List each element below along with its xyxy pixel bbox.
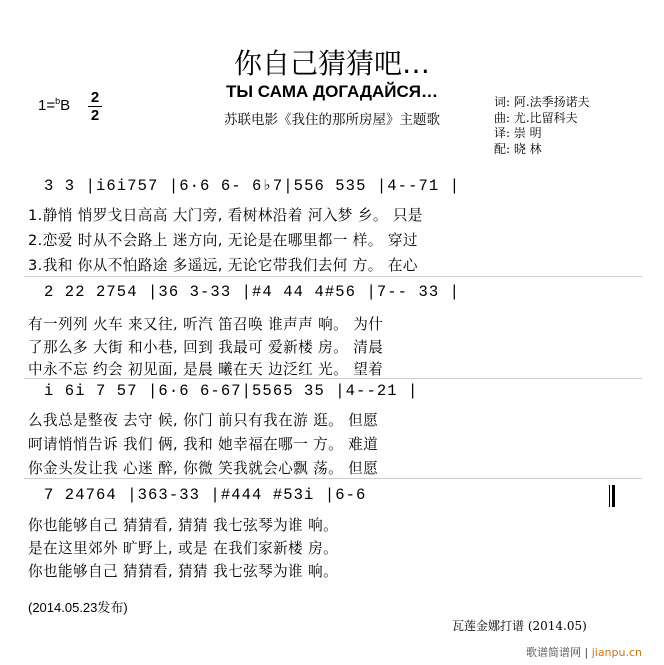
lyric-line-3-verse-1: 么我总是整夜 去守 候, 你门 前只有我在游 逛。 但愿	[28, 412, 379, 429]
time-signature-bottom: 2	[90, 107, 100, 124]
russian-title: ТЫ САМА ДОГАДАЙСЯ…	[226, 82, 438, 101]
lyric-line-4-verse-3: 你也能够自己 猜猜看, 猜猜 我七弦琴为谁 响。	[28, 563, 339, 580]
system-divider	[24, 478, 642, 479]
lyric-line-3-verse-3: 你金头发让我 心迷 醉, 你微 笑我就会心飘 荡。 但愿	[28, 460, 379, 477]
flat-symbol: b	[55, 96, 61, 106]
watermark-url: jianpu.cn	[591, 646, 642, 659]
translator-credit: 译: 崇 明	[494, 126, 542, 140]
key-prefix: 1=	[38, 97, 56, 114]
notation-line-2: 2 22 2754 |36 3-33 |#4 44 4#56 |7-- 33 |	[44, 283, 461, 301]
final-barline	[609, 485, 616, 507]
lyric-line-2-verse-1: 有一列列 火车 来又往, 听汽 笛召唤 谁声声 响。 为什	[28, 316, 384, 333]
credits-block	[494, 95, 590, 157]
source-note: 苏联电影《我住的那所房屋》主题歌	[224, 112, 440, 128]
time-signature	[88, 90, 102, 123]
time-signature-top: 2	[90, 89, 100, 106]
lyric-line-2-verse-2: 了那么多 大街 和小巷, 回到 我最可 爱新楼 房。 清晨	[28, 339, 384, 356]
site-watermark: 歌谱简谱网 | jianpu.cn	[526, 646, 642, 659]
key-signature	[38, 96, 70, 114]
notation-line-1: 3 3 |i6i757 |6·6 6- 6♭7|556 535 |4--71 |	[44, 177, 461, 195]
lyric-line-3-verse-2: 呵请悄悄告诉 我们 俩, 我和 她幸福在哪一 方。 难道	[28, 436, 379, 453]
system-divider	[24, 378, 642, 379]
lyric-line-1-verse-1: 1.静悄 悄罗戈日高高 大门旁, 看树林沿着 河入梦 乡。 只是	[28, 207, 423, 224]
notation-line-4: 7 24764 |363-33 |#444 #53i |6-6	[44, 486, 367, 504]
lyric-line-1-verse-2: 2.恋爱 时从不会路上 迷方向, 无论是在哪里都一 样。 穿过	[28, 232, 418, 249]
lyric-line-1-verse-3: 3.我和 你从不怕路途 多遥远, 无论它带我们去何 方。 在心	[28, 257, 418, 274]
typesetter-credit: 瓦莲金娜打谱 (2014.05)	[452, 619, 587, 633]
lyricist-credit: 词: 阿.法季扬诺夫	[494, 95, 590, 109]
publish-date: (2014.05.23发布)	[28, 600, 128, 615]
lyric-line-4-verse-1: 你也能够自己 猜猜看, 猜猜 我七弦琴为谁 响。	[28, 517, 339, 534]
composer-credit: 曲: 尤.比留科夫	[494, 110, 578, 125]
watermark-site: 歌谱简谱网	[526, 646, 581, 659]
system-divider	[24, 276, 642, 277]
key-note: B	[60, 97, 71, 114]
arranger-credit: 配: 晓 林	[494, 141, 542, 156]
lyric-line-2-verse-3: 中永不忘 约会 初见面, 是晨 曦在天 边泛红 光。 望着	[28, 361, 384, 378]
final-barline-thick	[612, 485, 615, 507]
song-title: 你自己猜猜吧…	[233, 47, 430, 80]
lyric-line-4-verse-2: 是在这里郊外 旷野上, 或是 在我们家新楼 房。	[28, 540, 339, 557]
notation-line-3: i 6i 7 57 |6·6 6-67|5565 35 |4--21 |	[44, 382, 419, 400]
